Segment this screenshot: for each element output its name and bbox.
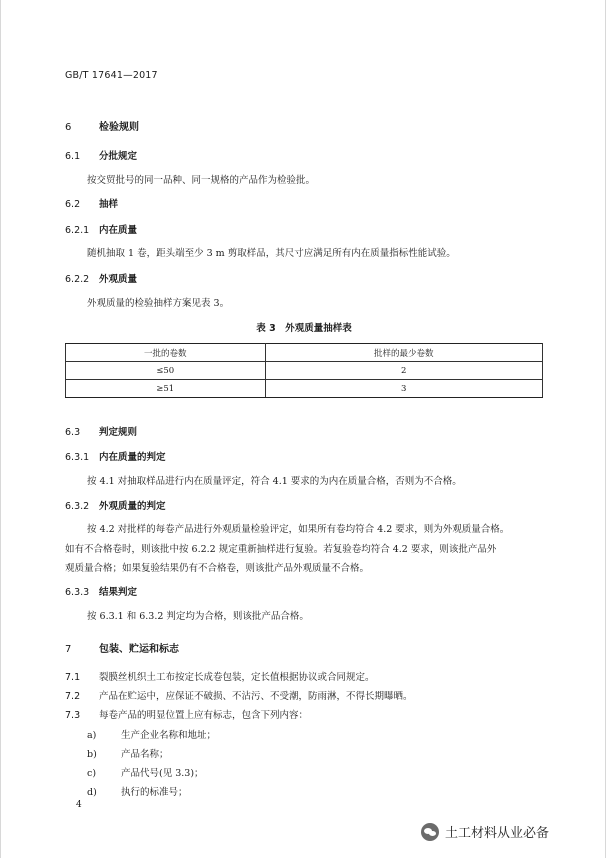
list-label: a) [87,730,97,741]
clause-number: 7.3 [65,710,81,721]
section-6-2-2-heading [65,271,137,285]
section-title: 判定规则 [99,427,138,438]
section-6-1-heading [65,148,137,162]
clause-number: 7.1 [65,672,81,683]
table-caption: 表 3 外观质量抽样表 [256,323,352,334]
paragraph: 外观质量的检验抽样方案见表 3。 [87,298,230,309]
section-title: 分批规定 [99,151,138,162]
table-cell: 3 [265,380,542,398]
list-text: 产品名称； [121,749,169,760]
clause-7-2 [65,688,413,702]
list-text: 产品代号(见 3.3)； [121,768,204,779]
section-number: 6.3.2 [65,501,90,512]
section-6-3-2-heading [65,498,166,512]
table-header-cell: 批样的最少卷数 [265,344,542,362]
list-label: b) [87,749,97,760]
paragraph-line: 如有不合格卷时，则该批中按 6.2.2 规定重新抽样进行复验。若复验卷均符合 4.2 要求，则该批产品外 [65,544,497,555]
watermark [421,822,549,841]
section-title: 包装、贮运和标志 [99,644,179,655]
section-6-3-heading [65,424,137,438]
sampling-table [65,343,543,398]
section-title: 抽样 [99,199,119,210]
table-cell: 2 [265,362,542,380]
list-text: 生产企业名称和地址； [121,730,217,741]
clause-number: 7.2 [65,691,81,702]
page-number: 4 [76,800,82,810]
list-text: 执行的标准号； [121,787,188,798]
list-item [87,727,216,741]
section-title: 检验规则 [99,122,139,133]
section-number: 6.3.1 [65,452,90,463]
list-item [87,746,169,760]
paragraph-line: 按 4.2 对批样的每卷产品进行外观质量检验评定，如果所有卷均符合 4.2 要求，则为外观质量合格。 [87,524,510,535]
section-6-3-3-heading [65,584,137,598]
section-title: 外观质量 [99,274,138,285]
table-row [66,380,543,398]
standard-code: GB/T 17641—2017 [65,70,158,81]
table-cell: ≤50 [66,362,266,380]
clause-7-1 [65,669,375,683]
section-title: 结果判定 [99,587,138,598]
section-number: 6 [65,122,72,133]
section-6-2-heading [65,196,118,210]
paragraph: 按交贸批号的同一品种、同一规格的产品作为检验批。 [87,175,316,186]
paragraph: 随机抽取 1 卷，距头端至少 3 m 剪取样品，其尺寸应满足所有内在质量指标性能试验。 [87,248,456,259]
section-number: 7 [65,644,72,655]
table-row [66,362,543,380]
section-number: 6.2.2 [65,274,90,285]
list-item [87,784,188,798]
paragraph: 按 4.1 对抽取样品进行内在质量评定，符合 4.1 要求的为内在质量合格，否则为不合格。 [87,476,462,487]
list-label: d) [87,787,97,798]
section-title: 外观质量的判定 [99,501,166,512]
table-cell: ≥51 [66,380,266,398]
clause-text: 每卷产品的明显位置上应有标志，包含下列内容： [99,710,309,721]
paragraph-line: 观质量合格；如果复验结果仍有不合格卷，则该批产品外观质量不合格。 [65,563,370,574]
clause-text: 产品在贮运中，应保证不破损、不沾污、不受潮，防雨淋，不得长期曝晒。 [99,691,413,702]
table-header-row [66,344,543,362]
wechat-logo-icon [421,823,439,841]
clause-text: 裂膜丝机织土工布按定长成卷包装，定长值根据协议或合同规定。 [99,672,375,683]
section-number: 6.3.3 [65,587,90,598]
section-6-2-1-heading [65,222,137,236]
list-item [87,765,204,779]
watermark-text: 土工材料从业必备 [445,826,550,841]
section-7-heading [65,640,179,655]
section-number: 6.3 [65,427,81,438]
section-6-heading [65,118,139,133]
paragraph: 按 6.3.1 和 6.3.2 判定均为合格，则该批产品合格。 [87,611,309,622]
table-header-cell: 一批的卷数 [66,344,266,362]
section-6-3-1-heading [65,449,166,463]
section-title: 内在质量的判定 [99,452,166,463]
section-title: 内在质量 [99,225,138,236]
list-label: c) [87,768,97,779]
clause-7-3 [65,707,308,721]
section-number: 6.2.1 [65,225,90,236]
section-number: 6.2 [65,199,81,210]
section-number: 6.1 [65,151,81,162]
